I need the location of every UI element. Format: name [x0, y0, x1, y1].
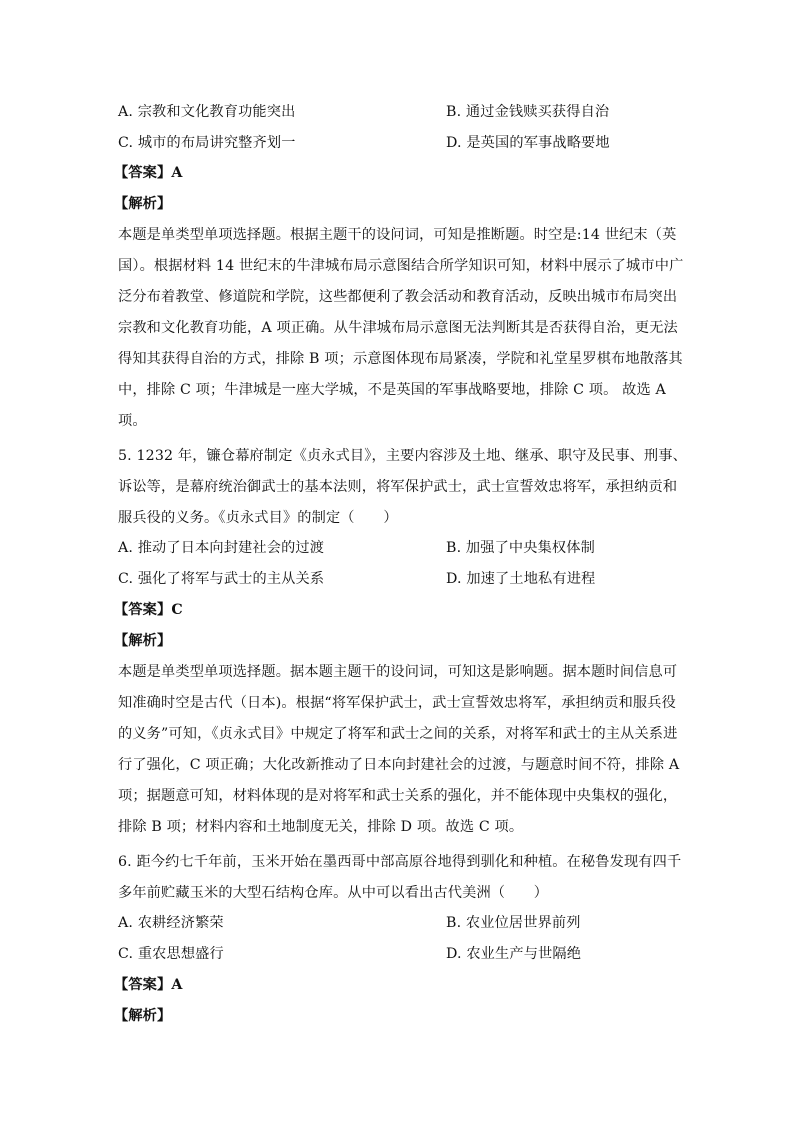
q5-analysis-line: 本题是单类型单项选择题。据本题主题干的设问词，可知这是影响题。据本题时间信息可 — [118, 664, 678, 680]
q4-option-b: B. 通过金钱赎买获得自治 — [446, 104, 610, 120]
q6-option-d: D. 农业生产与世隔绝 — [446, 946, 582, 962]
q5-analysis-line: 排除 B 项；材料内容和土地制度无关，排除 D 项。故选 C 项。 — [118, 819, 524, 835]
q5-option-b: B. 加强了中央集权体制 — [446, 540, 595, 556]
q4-analysis-heading: 【解析】 — [114, 196, 172, 212]
q5-analysis-line: 项；据题意可知，材料体现的是对将军和武士关系的强化，并不能体现中央集权的强化， — [118, 788, 678, 804]
q5-analysis-line: 的义务”可知，《贞永式目》中规定了将军和武士之间的关系，对将军和武士的主从关系进 — [118, 726, 678, 742]
q4-answer: 【答案】A — [114, 165, 183, 181]
q6-analysis-heading: 【解析】 — [114, 1008, 172, 1024]
q6-option-b: B. 农业位居世界前列 — [446, 915, 581, 931]
q5-option-c: C. 强化了将军与武士的主从关系 — [118, 571, 325, 587]
q4-analysis-line: 泛分布着教堂、修道院和学院，这些都便利了教会活动和教育活动，反映出城市布局突出 — [118, 289, 678, 305]
q4-option-c: C. 城市的布局讲究整齐划一 — [118, 135, 296, 151]
q5-option-d: D. 加速了土地私有进程 — [446, 571, 596, 587]
q6-stem-line: 多年前贮藏玉米的大型石结构仓库。从中可以看出古代美洲（ ） — [118, 885, 549, 901]
q4-option-d: D. 是英国的军事战略要地 — [446, 135, 610, 151]
q4-analysis-line: 得知其获得自治的方式，排除 B 项；示意图体现布局紧凑，学院和礼堂星罗棋布地散落其 — [118, 351, 683, 367]
q6-option-c: C. 重农思想盛行 — [118, 946, 224, 962]
q4-analysis-line: 国）。根据材料 14 世纪末的牛津城布局示意图结合所学知识可知，材料中展示了城市中广 — [118, 258, 684, 274]
q5-option-a: A. 推动了日本向封建社会的过渡 — [118, 540, 325, 556]
q5-analysis-line: 行了强化，C 项正确；大化改新推动了日本向封建社会的过渡，与题意时间不符，排除 A — [118, 757, 680, 773]
q5-stem-line: 服兵役的义务。《贞永式目》的制定（ ） — [118, 510, 398, 526]
q4-analysis-line: 中，排除 C 项；牛津城是一座大学城，不是英国的军事战略要地，排除 C 项。 故选 A — [118, 382, 666, 398]
q5-analysis-heading: 【解析】 — [114, 633, 172, 649]
q5-stem-line: 5. 1232 年，镰仓幕府制定《贞永式目》，主要内容涉及土地、继承、职守及民事、刑事、 — [118, 448, 687, 464]
q5-analysis-line: 知准确时空是古代（日本)。根据“将军保护武士，武士宣誓效忠将军，承担纳贡和服兵役 — [118, 695, 676, 711]
q4-option-a: A. 宗教和文化教育功能突出 — [118, 104, 296, 120]
q6-answer: 【答案】A — [114, 977, 183, 993]
q6-option-a: A. 农耕经济繁荣 — [118, 915, 224, 931]
q4-analysis-line: 本题是单类型单项选择题。根据主题干的设问词，可知是推断题。时空是:14 世纪末（英 — [118, 227, 677, 243]
q5-stem-line: 诉讼等，是幕府统治御武士的基本法则，将军保护武士，武士宣誓效忠将军，承担纳贡和 — [118, 479, 678, 495]
q6-stem-line: 6. 距今约七千年前，玉米开始在墨西哥中部高原谷地得到驯化和种植。在秘鲁发现有四千 — [118, 854, 682, 870]
q4-analysis-line: 项。 — [118, 413, 147, 429]
q4-analysis-line: 宗教和文化教育功能，A 项正确。从牛津城布局示意图无法判断其是否获得自治，更无法 — [118, 320, 678, 336]
q5-answer: 【答案】C — [114, 602, 183, 618]
